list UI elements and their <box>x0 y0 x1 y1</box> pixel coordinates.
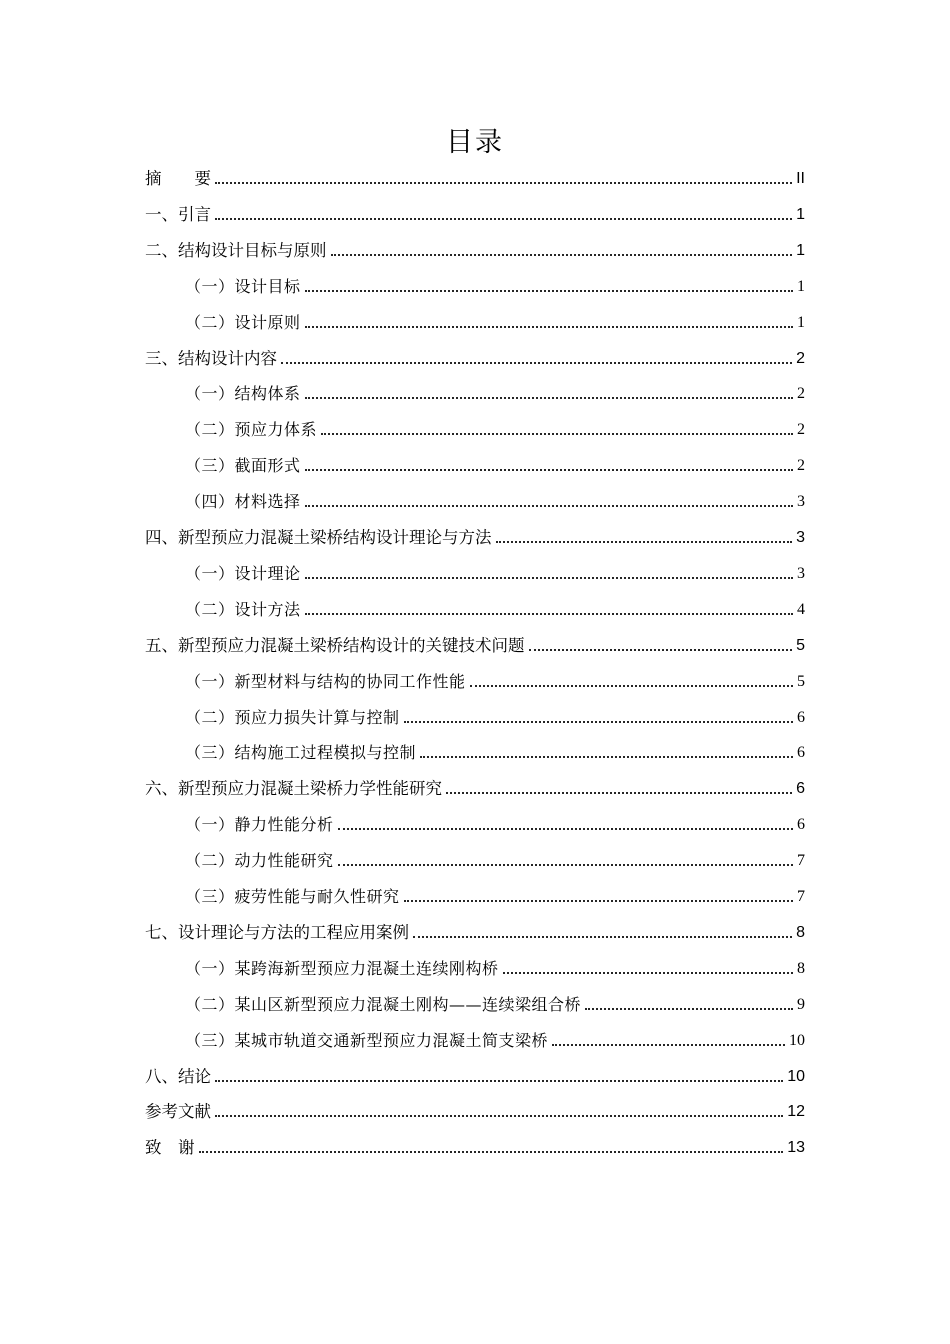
toc-entry-page-number: 3 <box>797 564 805 582</box>
toc-entry-page-number: 4 <box>797 600 805 618</box>
toc-entry-label: （二）设计原则 <box>185 312 301 332</box>
toc-entry-label: （二）设计方法 <box>185 599 301 619</box>
toc-entry-label: 三、结构设计内容 <box>145 348 277 368</box>
toc-dot-leader <box>305 577 793 579</box>
toc-entry-page-number: 13 <box>787 1139 805 1157</box>
toc-dot-leader <box>404 721 793 723</box>
toc-entry[interactable] <box>145 633 805 657</box>
toc-entry[interactable] <box>145 1135 805 1159</box>
toc-dot-leader <box>281 362 792 364</box>
toc-entry-label: （一）某跨海新型预应力混凝土连续刚构桥 <box>185 958 499 978</box>
toc-entry-label: 七、设计理论与方法的工程应用案例 <box>145 922 409 942</box>
toc-entry-label: （一）设计目标 <box>185 276 301 296</box>
toc-dot-leader <box>305 397 793 399</box>
toc-dot-leader <box>338 828 793 830</box>
toc-dot-leader <box>446 792 792 794</box>
toc-entry[interactable] <box>145 1099 805 1123</box>
toc-entry[interactable] <box>185 561 805 585</box>
toc-entry[interactable] <box>185 1028 805 1052</box>
toc-title: 目录 <box>446 127 504 158</box>
toc-entry-label: （二）动力性能研究 <box>185 851 334 871</box>
toc-entry-page-number: 1 <box>797 313 805 331</box>
toc-dot-leader <box>199 1151 784 1153</box>
toc-dot-leader <box>413 936 792 938</box>
toc-entry-page-number: 12 <box>787 1103 805 1121</box>
toc-entry-page-number: II <box>796 170 805 187</box>
toc-entry[interactable] <box>185 812 805 836</box>
toc-dot-leader <box>305 613 793 615</box>
toc-entry-label: （一）结构体系 <box>185 384 301 404</box>
toc-entry[interactable] <box>185 597 805 621</box>
toc-entry-label: （三）结构施工过程模拟与控制 <box>185 743 417 763</box>
toc-entry-page-number: 3 <box>797 493 805 511</box>
toc-entry-page-number: 9 <box>797 995 805 1013</box>
toc-entry-label: 六、新型预应力混凝土梁桥力学性能研究 <box>145 779 442 799</box>
toc-entry-page-number: 6 <box>797 816 805 834</box>
toc-entry[interactable] <box>185 417 805 441</box>
toc-entry-label: 四、新型预应力混凝土梁桥结构设计理论与方法 <box>145 528 492 547</box>
toc-dot-leader <box>420 756 793 758</box>
toc-dot-leader <box>305 326 793 328</box>
toc-entry-label: 五、新型预应力混凝土梁桥结构设计的关键技术问题 <box>145 635 525 655</box>
toc-entry-page-number: 8 <box>796 923 805 941</box>
toc-entry-page-number: 2 <box>797 421 805 439</box>
toc-entry-label: （四）材料选择 <box>185 492 301 512</box>
toc-entry-page-number: 10 <box>789 1031 805 1049</box>
toc-entry-page-number: 6 <box>797 708 805 726</box>
toc-entry-page-number: 5 <box>796 636 805 654</box>
toc-entry-label: （三）截面形式 <box>185 456 301 476</box>
toc-entry[interactable] <box>185 274 805 298</box>
toc-dot-leader <box>338 864 793 866</box>
toc-entry-page-number: 7 <box>797 852 805 870</box>
toc-entry-label: 二、结构设计目标与原则 <box>145 240 327 260</box>
toc-entry[interactable] <box>185 669 805 693</box>
toc-entry[interactable] <box>145 238 805 262</box>
toc-dot-leader <box>215 1115 783 1117</box>
toc-entry-label: 参考文献 <box>145 1102 211 1122</box>
toc-entry-page-number: 7 <box>797 888 805 905</box>
toc-entry-label: （二）某山区新型预应力混凝土刚构——连续梁组合桥 <box>185 994 582 1014</box>
toc-dot-leader <box>404 900 793 902</box>
toc-entry-label: 摘 要 <box>145 169 211 188</box>
toc-entry-label: 一、引言 <box>145 204 211 224</box>
toc-entry-page-number: 6 <box>796 780 805 798</box>
toc-dot-leader <box>552 1044 785 1046</box>
toc-dot-leader <box>470 685 793 687</box>
toc-dot-leader <box>215 1080 783 1082</box>
toc-entry-page-number: 5 <box>797 672 805 690</box>
toc-dot-leader <box>331 254 793 256</box>
toc-entry-page-number: 6 <box>797 744 805 762</box>
toc-entry-page-number: 1 <box>797 277 805 295</box>
toc-entry-label: （三）某城市轨道交通新型预应力混凝土简支梁桥 <box>185 1030 549 1050</box>
toc-entry-label: （一）新型材料与结构的协同工作性能 <box>185 671 466 691</box>
toc-dot-leader <box>305 469 793 471</box>
toc-dot-leader <box>305 505 793 507</box>
toc-entry[interactable] <box>145 346 805 370</box>
toc-entry-label: 致 谢 <box>145 1138 195 1158</box>
toc-entry-page-number: 3 <box>796 529 805 546</box>
toc-entry[interactable] <box>145 776 805 800</box>
toc-entry[interactable] <box>145 920 805 944</box>
toc-entry[interactable] <box>145 525 805 549</box>
toc-dot-leader <box>496 541 793 543</box>
toc-dot-leader <box>321 433 793 435</box>
toc-entry[interactable] <box>145 1064 805 1088</box>
toc-entry[interactable] <box>185 848 805 872</box>
toc-entry-page-number: 2 <box>796 349 805 367</box>
toc-dot-leader <box>503 972 793 974</box>
toc-entry-page-number: 8 <box>797 959 805 977</box>
toc-entry-page-number: 1 <box>796 241 805 259</box>
toc-entry[interactable] <box>185 453 805 477</box>
toc-dot-leader <box>585 1008 793 1010</box>
toc-dot-leader <box>305 290 793 292</box>
toc-entry[interactable] <box>185 381 805 405</box>
toc-dot-leader <box>215 218 792 220</box>
toc-entry-label: （二）预应力体系 <box>185 420 318 440</box>
toc-entry-page-number: 2 <box>797 385 805 403</box>
toc-entry[interactable] <box>185 740 805 764</box>
toc-entry[interactable] <box>145 166 805 190</box>
toc-entry-page-number: 2 <box>797 457 805 475</box>
toc-entry-label: （一）静力性能分析 <box>185 815 334 835</box>
toc-entry-page-number: 10 <box>787 1067 805 1085</box>
toc-entry-label: （二）预应力损失计算与控制 <box>185 707 400 727</box>
toc-dot-leader <box>215 182 792 184</box>
toc-entry-label: 八、结论 <box>145 1066 211 1086</box>
toc-entry[interactable] <box>185 705 805 729</box>
toc-entry[interactable] <box>185 884 805 908</box>
toc-entry-label: （一）设计理论 <box>185 563 301 583</box>
toc-dot-leader <box>529 649 793 651</box>
toc-entry[interactable] <box>185 956 805 980</box>
toc-entry[interactable] <box>185 489 805 513</box>
toc-entry[interactable] <box>145 202 805 226</box>
toc-entry-page-number: 1 <box>796 205 805 223</box>
toc-entry[interactable] <box>185 310 805 334</box>
toc-entry[interactable] <box>185 992 805 1016</box>
toc-entry-label: （三）疲劳性能与耐久性研究 <box>185 887 400 906</box>
